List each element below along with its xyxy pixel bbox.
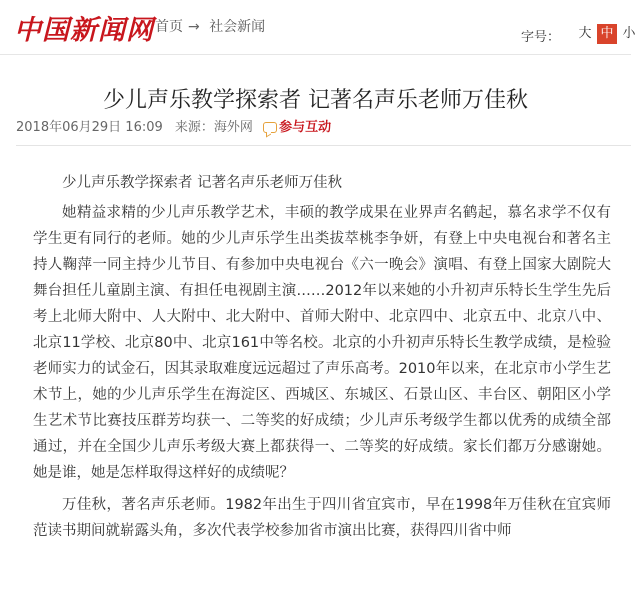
site-logo[interactable]: 中国新闻网 <box>14 15 154 46</box>
article-paragraph: 少儿声乐教学探索者 记著名声乐老师万佳秋 <box>62 175 343 191</box>
publish-date: 2018年06月29日 16:09 <box>16 120 163 135</box>
breadcrumb-arrow: → <box>188 19 200 35</box>
comment-icon[interactable] <box>263 122 277 133</box>
article-body <box>33 170 611 550</box>
font-size-medium-button[interactable]: 中 <box>597 24 617 44</box>
interact-link[interactable]: 参与互动 <box>279 120 332 135</box>
breadcrumb <box>155 16 270 36</box>
article-source: 来源：海外网 <box>174 120 253 135</box>
top-bar <box>0 0 636 55</box>
article-title: 少儿声乐教学探索者 记著名声乐老师万佳秋 <box>103 87 528 113</box>
font-size-label: 字号： <box>521 30 561 45</box>
font-size-small-button[interactable]: 小 <box>622 26 636 41</box>
breadcrumb-society-news-link[interactable]: 社会新闻 <box>209 19 266 35</box>
breadcrumb-home-link[interactable]: 首页 <box>155 19 183 35</box>
article-meta <box>16 116 331 135</box>
article-paragraph: 她精益求精的少儿声乐教学艺术，丰硕的教学成果在业界声名鹤起，慕名求学不仅有学生更有同行的老师。她的少儿声乐学生出类拔萃桃李争妍，有登上中央电视台和著名主持人鞠萍一同主持少儿节目、有参加中央电视台《六一晚会》演唱、有登上国家大剧院大舞台担任儿童剧主演、有担任电视剧主演……2012年以来她的小升初声乐特长生学生先后考上北师大附中、人大附中、北大附中、首师大附中、北京四中、北京五中、北京八中、北京11学校、北京80中、北京161中等名校。北京的小升初声乐特长生教学成绩，是检验老师实力的试金石，因其录取难度远远超过了声乐高考。2010年以来，在北京市小学生艺术节上，她的少儿声乐学生在海淀区、西城区、东城区、石景山区、丰台区、朝阳区小学生艺术节比赛技压群芳均获一、二等奖的好成绩；少儿声乐考级学生都以优秀的成绩全部通过，并在全国少儿声乐考级大赛上都获得一、二等奖的好成绩。家长们都万分感谢她。她是谁，她是怎样取得这样好的成绩呢？ <box>33 205 611 481</box>
article-paragraph: 万佳秋，著名声乐老师。1982年出生于四川省宜宾市，早在1998年万佳秋在宜宾师范读书期间就崭露头角，多次代表学校参加省市演出比赛，获得四川省中师 <box>33 497 611 539</box>
meta-divider <box>16 145 631 146</box>
font-size-large-button[interactable]: 大 <box>578 26 592 41</box>
